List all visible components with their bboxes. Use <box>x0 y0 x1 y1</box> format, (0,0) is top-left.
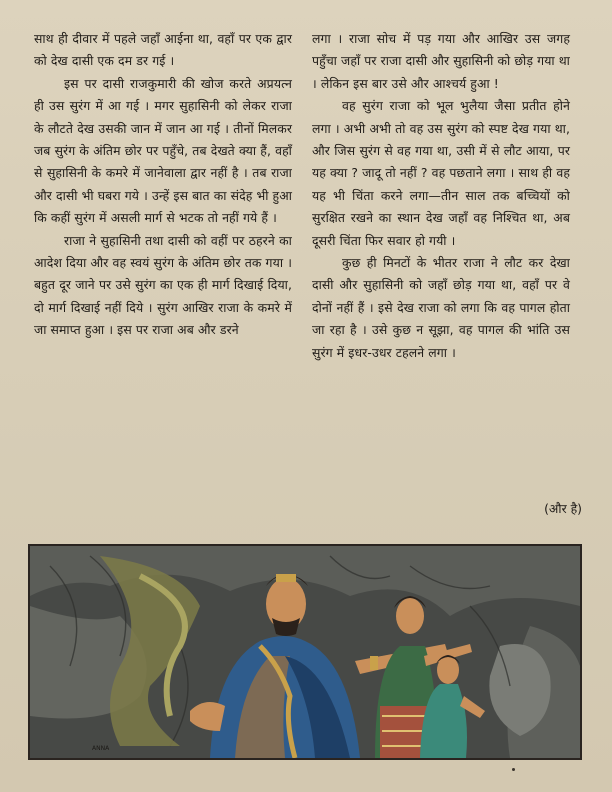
paragraph: वह सुरंग राजा को भूल भुलैया जैसा प्रतीत होने लगा । अभी अभी तो वह उस सुरंग को स्पष्ट देख गया था, और जिस सुरंग से वह गया था, उसी में से लौट आया, पर यह क्या ? जादू तो नहीं ? वह पछताने लगा । साथ ही वह यह भी चिंता करने लगा—तीन साल तक बच्चियों को सुरक्षित रखने का स्थान देख जहाँ वह निश्चित था, अब दूसरी चिंता फिर सवार हो गयी । <box>312 98 570 248</box>
right-text-column <box>312 28 570 364</box>
paragraph: कुछ ही मिनटों के भीतर राजा ने लौट कर देखा दासी और सुहासिनी को जहाँ छोड़ गया था, वहाँ पर वे दोनों नहीं हैं । इसे देख राजा को लगा कि वह पागल होता जा रहा है । उसे कुछ न सूझा, वह पागल की भांति उस सुरंग में इधर-उधर टहलने लगा । <box>312 255 570 360</box>
paragraph: राजा ने सुहासिनी तथा दासी को वहीं पर ठहरने का आदेश दिया और वह स्वयं सुरंग के अंतिम छोर तक गया । बहुत दूर जाने पर उसे सुरंग का एक ही मार्ग दिखाई दिया, दो मार्ग दिखाई नहीं दिये । सुरंग आखिर राजा के कमरे में जा समाप्त हुआ । इस पर राजा अब और डरने <box>34 232 292 338</box>
artist-signature: ANNA <box>92 745 110 752</box>
story-illustration <box>28 544 582 760</box>
paragraph: इस पर दासी राजकुमारी की खोज करते अप्रयत्न ही उस सुरंग में आ गई । मगर सुहासिनी को लेकर राजा के लौटते देख उसकी जान में जान आ गई । तीनों मिलकर जब सुरंग के अंतिम छोर पर पहुँचे, तब देखते क्या हैं, वहाँ से सुहासिनी के कमरे में जानेवाला द्वार नहीं है । तब राजा और दासी भी घबरा गये । उन्हें इस बात का संदेह भी हुआ कि कहीं सुरंग में असली मार्ग से भटक तो नहीं गये हैं । <box>34 75 292 226</box>
page-speck <box>512 768 515 771</box>
left-text-column <box>34 28 292 342</box>
paragraph: साथ ही दीवार में पहले जहाँ आईना था, वहाँ पर एक द्वार को देख दासी एक दम डर गई । <box>34 31 292 69</box>
cave-scene-image <box>30 546 580 758</box>
paragraph: लगा । राजा सोच में पड़ गया और आखिर उस जगह पहुँचा जहाँ पर राजा दासी और सुहासिनी को छोड़ गया था । लेकिन इस बार उसे और आश्चर्य हुआ ! <box>312 31 570 91</box>
continued-marker: (और है) <box>544 501 582 516</box>
